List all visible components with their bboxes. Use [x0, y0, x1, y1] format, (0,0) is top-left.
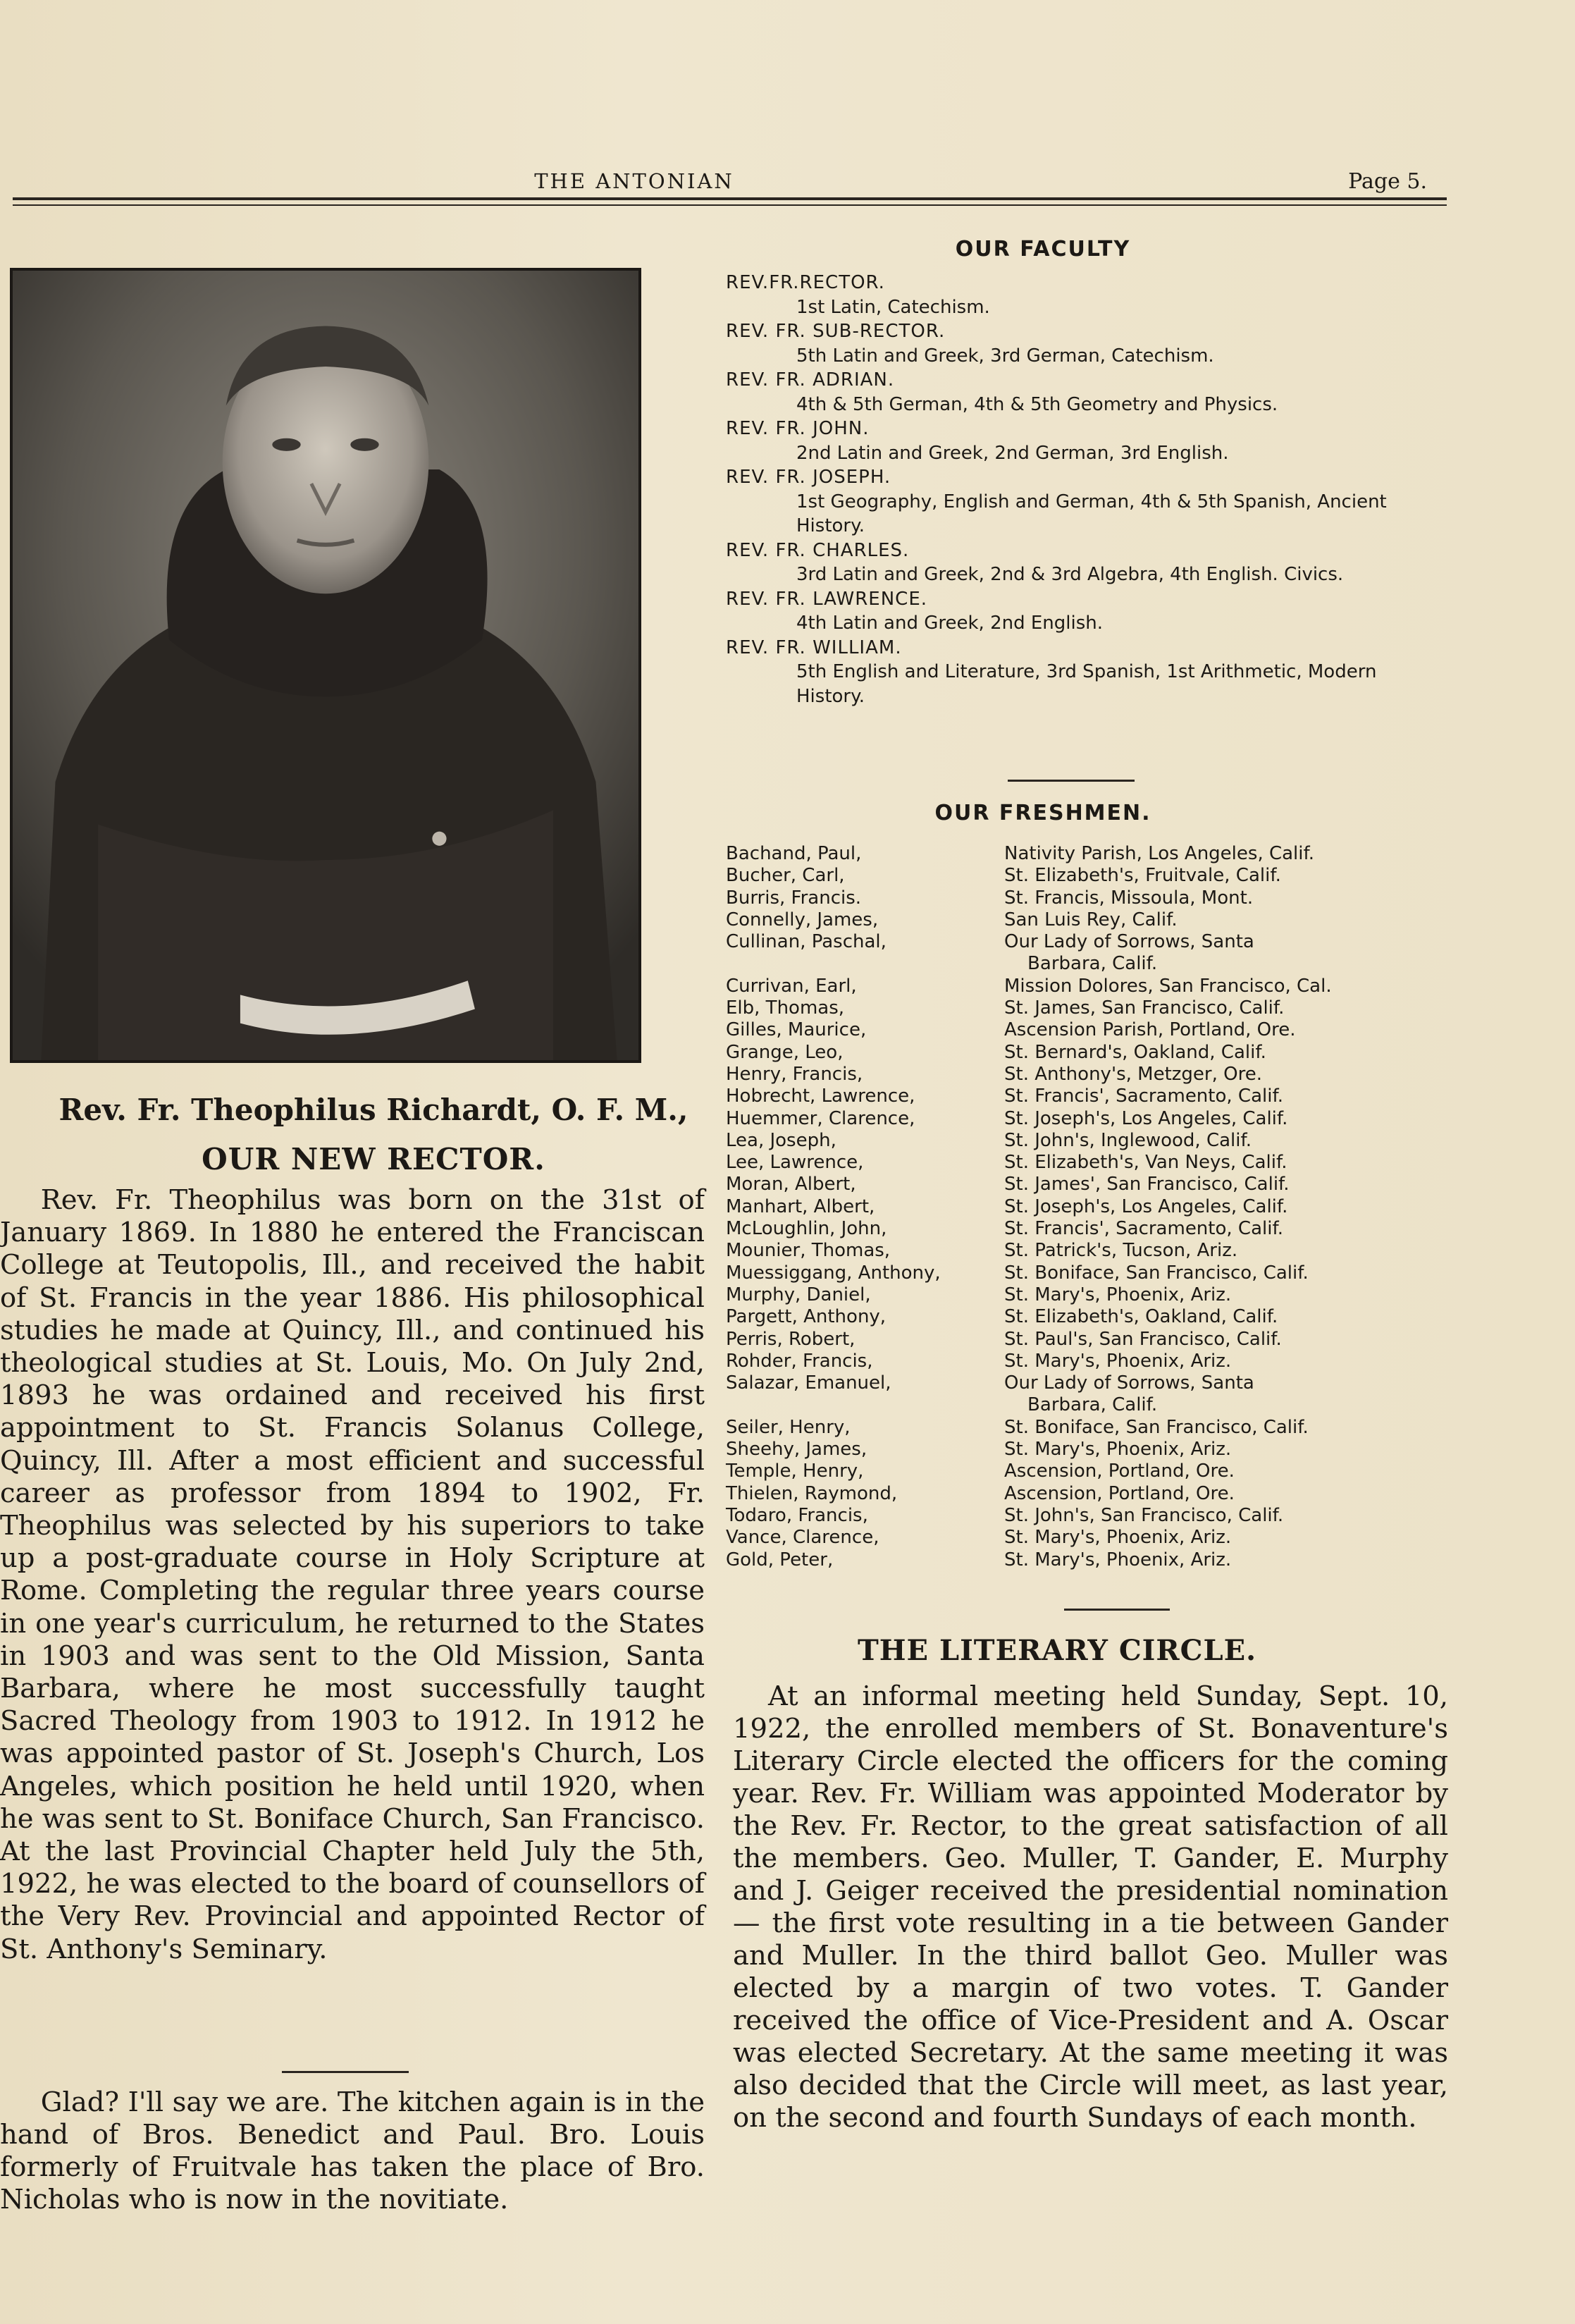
freshman-name: Burris, Francis. [726, 887, 862, 909]
freshman-name: Grange, Leo, [726, 1041, 844, 1063]
freshman-name: Bucher, Carl, [726, 865, 845, 887]
freshman-parish: St. Bernard's, Oakland, Calif. [1004, 1041, 1266, 1063]
freshman-row [726, 1329, 1445, 1351]
freshman-parish: St. Mary's, Phoenix, Ariz. [1004, 1350, 1232, 1372]
freshman-parish: Nativity Parish, Los Angeles, Calif. [1004, 843, 1315, 864]
freshman-parish: Barbara, Calif. [1004, 1394, 1158, 1416]
freshman-parish: St. Elizabeth's, Fruitvale, Calif. [1004, 865, 1281, 887]
freshman-row [726, 1086, 1445, 1107]
freshman-name: Lea, Joseph, [726, 1129, 836, 1151]
freshman-row [726, 1218, 1445, 1240]
freshman-name: Murphy, Daniel, [726, 1284, 871, 1305]
freshman-name [726, 1394, 1004, 1416]
freshman-name: Sheehy, James, [726, 1439, 867, 1461]
freshmen-heading: OUR FRESHMEN. [934, 801, 1151, 825]
header-rule [13, 197, 1447, 200]
faculty-entry [726, 636, 1438, 709]
freshman-name: Todaro, Francis, [726, 1504, 868, 1526]
freshman-row [726, 976, 1445, 997]
freshman-name: Muessiggang, Anthony, [726, 1262, 941, 1284]
freshman-row [726, 1372, 1445, 1394]
freshman-row [726, 1108, 1445, 1130]
faculty-entry [726, 587, 1438, 636]
freshman-name: Cullinan, Paschal, [726, 931, 887, 953]
faculty-duties: 2nd Latin and Greek, 2nd German, 3rd English. [796, 442, 1229, 464]
freshman-name: Salazar, Emanuel, [726, 1372, 891, 1394]
faculty-duties: 3rd Latin and Greek, 2nd & 3rd Algebra, 4th English. Civics. [796, 564, 1344, 585]
freshman-parish: St. Mary's, Phoenix, Ariz. [1004, 1527, 1232, 1549]
freshman-parish: St. Mary's, Phoenix, Ariz. [1004, 1284, 1232, 1305]
faculty-duties: 1st Latin, Catechism. [796, 296, 990, 318]
freshman-name: Manhart, Albert, [726, 1195, 875, 1217]
faculty-name: REV. FR. LAWRENCE. [726, 588, 928, 610]
freshman-row [726, 1439, 1445, 1461]
freshman-name: Connelly, James, [726, 909, 879, 930]
kitchen-note-text: Glad? I'll say we are. The kitchen again is in the hand of Bros. Benedict and Paul. Bro. Louis formerly of Fruitvale has taken the place of Bro. Nicholas who is now in the novitiate. [0, 2086, 705, 2215]
freshman-name: Gilles, Maurice, [726, 1019, 867, 1041]
rector-portrait-photo [10, 268, 641, 1063]
freshman-name: Mounier, Thomas, [726, 1240, 891, 1262]
freshman-name: McLoughlin, John, [726, 1218, 887, 1240]
freshman-name: Moran, Albert, [726, 1174, 856, 1195]
freshman-parish: St. Elizabeth's, Van Neys, Calif. [1004, 1152, 1287, 1174]
freshman-row [726, 1196, 1445, 1218]
freshman-parish: St. Joseph's, Los Angeles, Calif. [1004, 1195, 1288, 1217]
freshman-parish: St. Boniface, San Francisco, Calif. [1004, 1262, 1309, 1284]
freshman-parish: Ascension Parish, Portland, Ore. [1004, 1019, 1296, 1041]
freshman-row [726, 1174, 1445, 1195]
freshman-row [726, 865, 1445, 887]
freshman-parish: Barbara, Calif. [1004, 953, 1158, 975]
freshman-row [726, 1527, 1445, 1549]
section-divider-faculty [1008, 780, 1135, 782]
section-divider-freshmen [1064, 1609, 1170, 1611]
freshman-parish: St. John's, Inglewood, Calif. [1004, 1129, 1252, 1151]
freshmen-list [726, 843, 1445, 1571]
freshman-parish: St. Joseph's, Los Angeles, Calif. [1004, 1107, 1288, 1129]
freshman-parish: St. James, San Francisco, Calif. [1004, 997, 1285, 1019]
freshman-parish: St. Anthony's, Metzger, Ore. [1004, 1063, 1262, 1085]
freshman-parish: St. Francis', Sacramento, Calif. [1004, 1086, 1283, 1107]
rector-biography [0, 1184, 705, 1966]
freshman-row [726, 909, 1445, 931]
literary-circle-text: At an informal meeting held Sunday, Sept. 10, 1922, the enrolled members of St. Bonaventure's Literary Circle elected the officers for the coming year. Rev. Fr. William was appointed Moderator by the Rev. Fr. Rector, to the great satisfaction of all the members. Geo. Muller, T. Gander, E. Murphy and J. Geiger received the presidential nomination— the first vote resulting in a tie between Gander and Muller. In the third ballot Geo. Muller was elected by a margin of two votes. T. Gander received the office of Vice-President and A. Oscar was elected Secretary. At the same meeting it was also decided that the Circle will meet, as last year, on the second and fourth Sundays of each month. [733, 1680, 1448, 2134]
header-rule-thin [13, 204, 1447, 206]
kitchen-note [0, 2086, 705, 2216]
faculty-duties: 4th & 5th German, 4th & 5th Geometry and Physics. [796, 393, 1278, 415]
freshman-name [726, 953, 1004, 975]
freshman-parish: St. Boniface, San Francisco, Calif. [1004, 1416, 1309, 1438]
faculty-name: REV. FR. WILLIAM. [726, 637, 902, 658]
running-header-title: THE ANTONIAN [534, 169, 734, 193]
freshman-row [726, 953, 1445, 975]
faculty-entry [726, 539, 1438, 587]
freshman-name: Gold, Peter, [726, 1549, 834, 1570]
faculty-list [726, 271, 1438, 708]
freshman-parish: St. Elizabeth's, Oakland, Calif. [1004, 1306, 1278, 1328]
freshman-row [726, 1505, 1445, 1527]
faculty-entry [726, 368, 1438, 417]
faculty-name: REV.FR.RECTOR. [726, 272, 885, 293]
freshman-name: Henry, Francis, [726, 1063, 863, 1085]
freshman-parish: St. Mary's, Phoenix, Ariz. [1004, 1549, 1232, 1570]
freshman-name: Thielen, Raymond, [726, 1482, 898, 1504]
freshman-row [726, 843, 1445, 865]
freshman-parish: St. Paul's, San Francisco, Calif. [1004, 1328, 1282, 1350]
freshman-row [726, 1306, 1445, 1328]
freshman-name: Pargett, Anthony, [726, 1306, 887, 1328]
rector-biography-text: Rev. Fr. Theophilus was born on the 31st of January 1869. In 1880 he entered the Franciscan College at Teutopolis, Ill., and received the habit of St. Francis in the year 1886. His philosophical studies he made at Quincy, Ill., and continued his theological studies at St. Louis, Mo. On July 2nd, 1893 he was ordained and received his first appointment to St. Francis Solanus College, Quincy, Ill. After a most efficient and successful career as professor from 1894 to 1902, Fr. Theophilus was selected by his superiors to take up a post-graduate course in Holy Scripture at Rome. Completing the regular three years course in one year's curriculum, he returned to the States in 1903 and was sent to the Old Mission, Santa Barbara, where he most successfully taught Sacred Theology from 1903 to 1912. In 1912 he was appointed pastor of St. Joseph's Church, Los Angeles, which position he held until 1920, when he was sent to St. Boniface Church, San Francisco. At the last Provincial Chapter held July the 5th, 1922, he was elected to the board of counsellors of the Very Rev. Provincial and appointed Rector of St. Anthony's Seminary. [0, 1184, 705, 1965]
freshman-row [726, 1483, 1445, 1505]
rector-name-caption: Rev. Fr. Theophilus Richardt, O. F. M., [58, 1093, 688, 1127]
faculty-duties: 5th English and Literature, 3rd Spanish, 1st Arithmetic, Modern History. [796, 661, 1377, 707]
section-divider-left [282, 2071, 409, 2073]
freshman-name: Perris, Robert, [726, 1328, 856, 1350]
freshman-parish: St. Francis, Missoula, Mont. [1004, 887, 1254, 909]
faculty-entry [726, 465, 1438, 539]
freshman-row [726, 1042, 1445, 1064]
page-number: Page 5. [1348, 169, 1427, 194]
faculty-entry [726, 417, 1438, 465]
freshman-row [726, 1417, 1445, 1439]
portrait-illustration [13, 271, 638, 1060]
freshman-row [726, 1130, 1445, 1152]
freshman-parish: Ascension, Portland, Ore. [1004, 1482, 1235, 1504]
freshman-row [726, 1461, 1445, 1482]
freshman-name: Lee, Lawrence, [726, 1152, 864, 1174]
freshman-parish: St. Mary's, Phoenix, Ariz. [1004, 1439, 1232, 1461]
freshman-row [726, 1262, 1445, 1284]
freshman-row [726, 1152, 1445, 1174]
literary-circle-heading: THE LITERARY CIRCLE. [858, 1634, 1256, 1667]
freshman-row [726, 1064, 1445, 1086]
faculty-name: REV. FR. ADRIAN. [726, 369, 895, 391]
freshman-name: Elb, Thomas, [726, 997, 845, 1019]
freshman-row [726, 1240, 1445, 1262]
freshman-row [726, 1284, 1445, 1306]
freshman-row [726, 1394, 1445, 1416]
freshman-row [726, 1019, 1445, 1041]
faculty-entry [726, 319, 1438, 368]
faculty-name: REV. FR. CHARLES. [726, 539, 910, 561]
freshman-name: Seiler, Henry, [726, 1416, 851, 1438]
faculty-duties: 4th Latin and Greek, 2nd English. [796, 613, 1104, 634]
freshman-row [726, 931, 1445, 953]
literary-circle-article [733, 1680, 1448, 2134]
freshman-parish: Ascension, Portland, Ore. [1004, 1461, 1235, 1482]
faculty-name: REV. FR. JOHN. [726, 418, 870, 439]
rector-heading: OUR NEW RECTOR. [202, 1142, 545, 1176]
freshman-parish: Our Lady of Sorrows, Santa [1004, 931, 1254, 953]
freshman-name: Huemmer, Clarence, [726, 1107, 915, 1129]
freshman-parish: St. James', San Francisco, Calif. [1004, 1174, 1290, 1195]
faculty-name: REV. FR. JOSEPH. [726, 467, 891, 488]
freshman-name: Temple, Henry, [726, 1461, 864, 1482]
freshman-name: Bachand, Paul, [726, 843, 862, 864]
freshman-name: Vance, Clarence, [726, 1527, 879, 1549]
faculty-heading: OUR FACULTY [955, 237, 1131, 262]
freshman-name: Currivan, Earl, [726, 975, 857, 997]
freshman-row [726, 1351, 1445, 1372]
freshman-row [726, 1549, 1445, 1571]
freshman-parish: San Luis Rey, Calif. [1004, 909, 1178, 930]
freshman-parish: Mission Dolores, San Francisco, Cal. [1004, 975, 1332, 997]
faculty-entry [726, 271, 1438, 319]
freshman-name: Rohder, Francis, [726, 1350, 873, 1372]
faculty-duties: 1st Geography, English and German, 4th & 5th Spanish, Ancient History. [796, 491, 1387, 536]
freshman-name: Hobrecht, Lawrence, [726, 1086, 915, 1107]
faculty-duties: 5th Latin and Greek, 3rd German, Catechism. [796, 345, 1214, 367]
freshman-parish: Our Lady of Sorrows, Santa [1004, 1372, 1254, 1394]
freshman-parish: St. John's, San Francisco, Calif. [1004, 1504, 1284, 1526]
freshman-parish: St. Patrick's, Tucson, Ariz. [1004, 1240, 1238, 1262]
faculty-name: REV. FR. SUB-RECTOR. [726, 321, 946, 342]
freshman-row [726, 887, 1445, 909]
freshman-parish: St. Francis', Sacramento, Calif. [1004, 1218, 1283, 1240]
freshman-row [726, 997, 1445, 1019]
